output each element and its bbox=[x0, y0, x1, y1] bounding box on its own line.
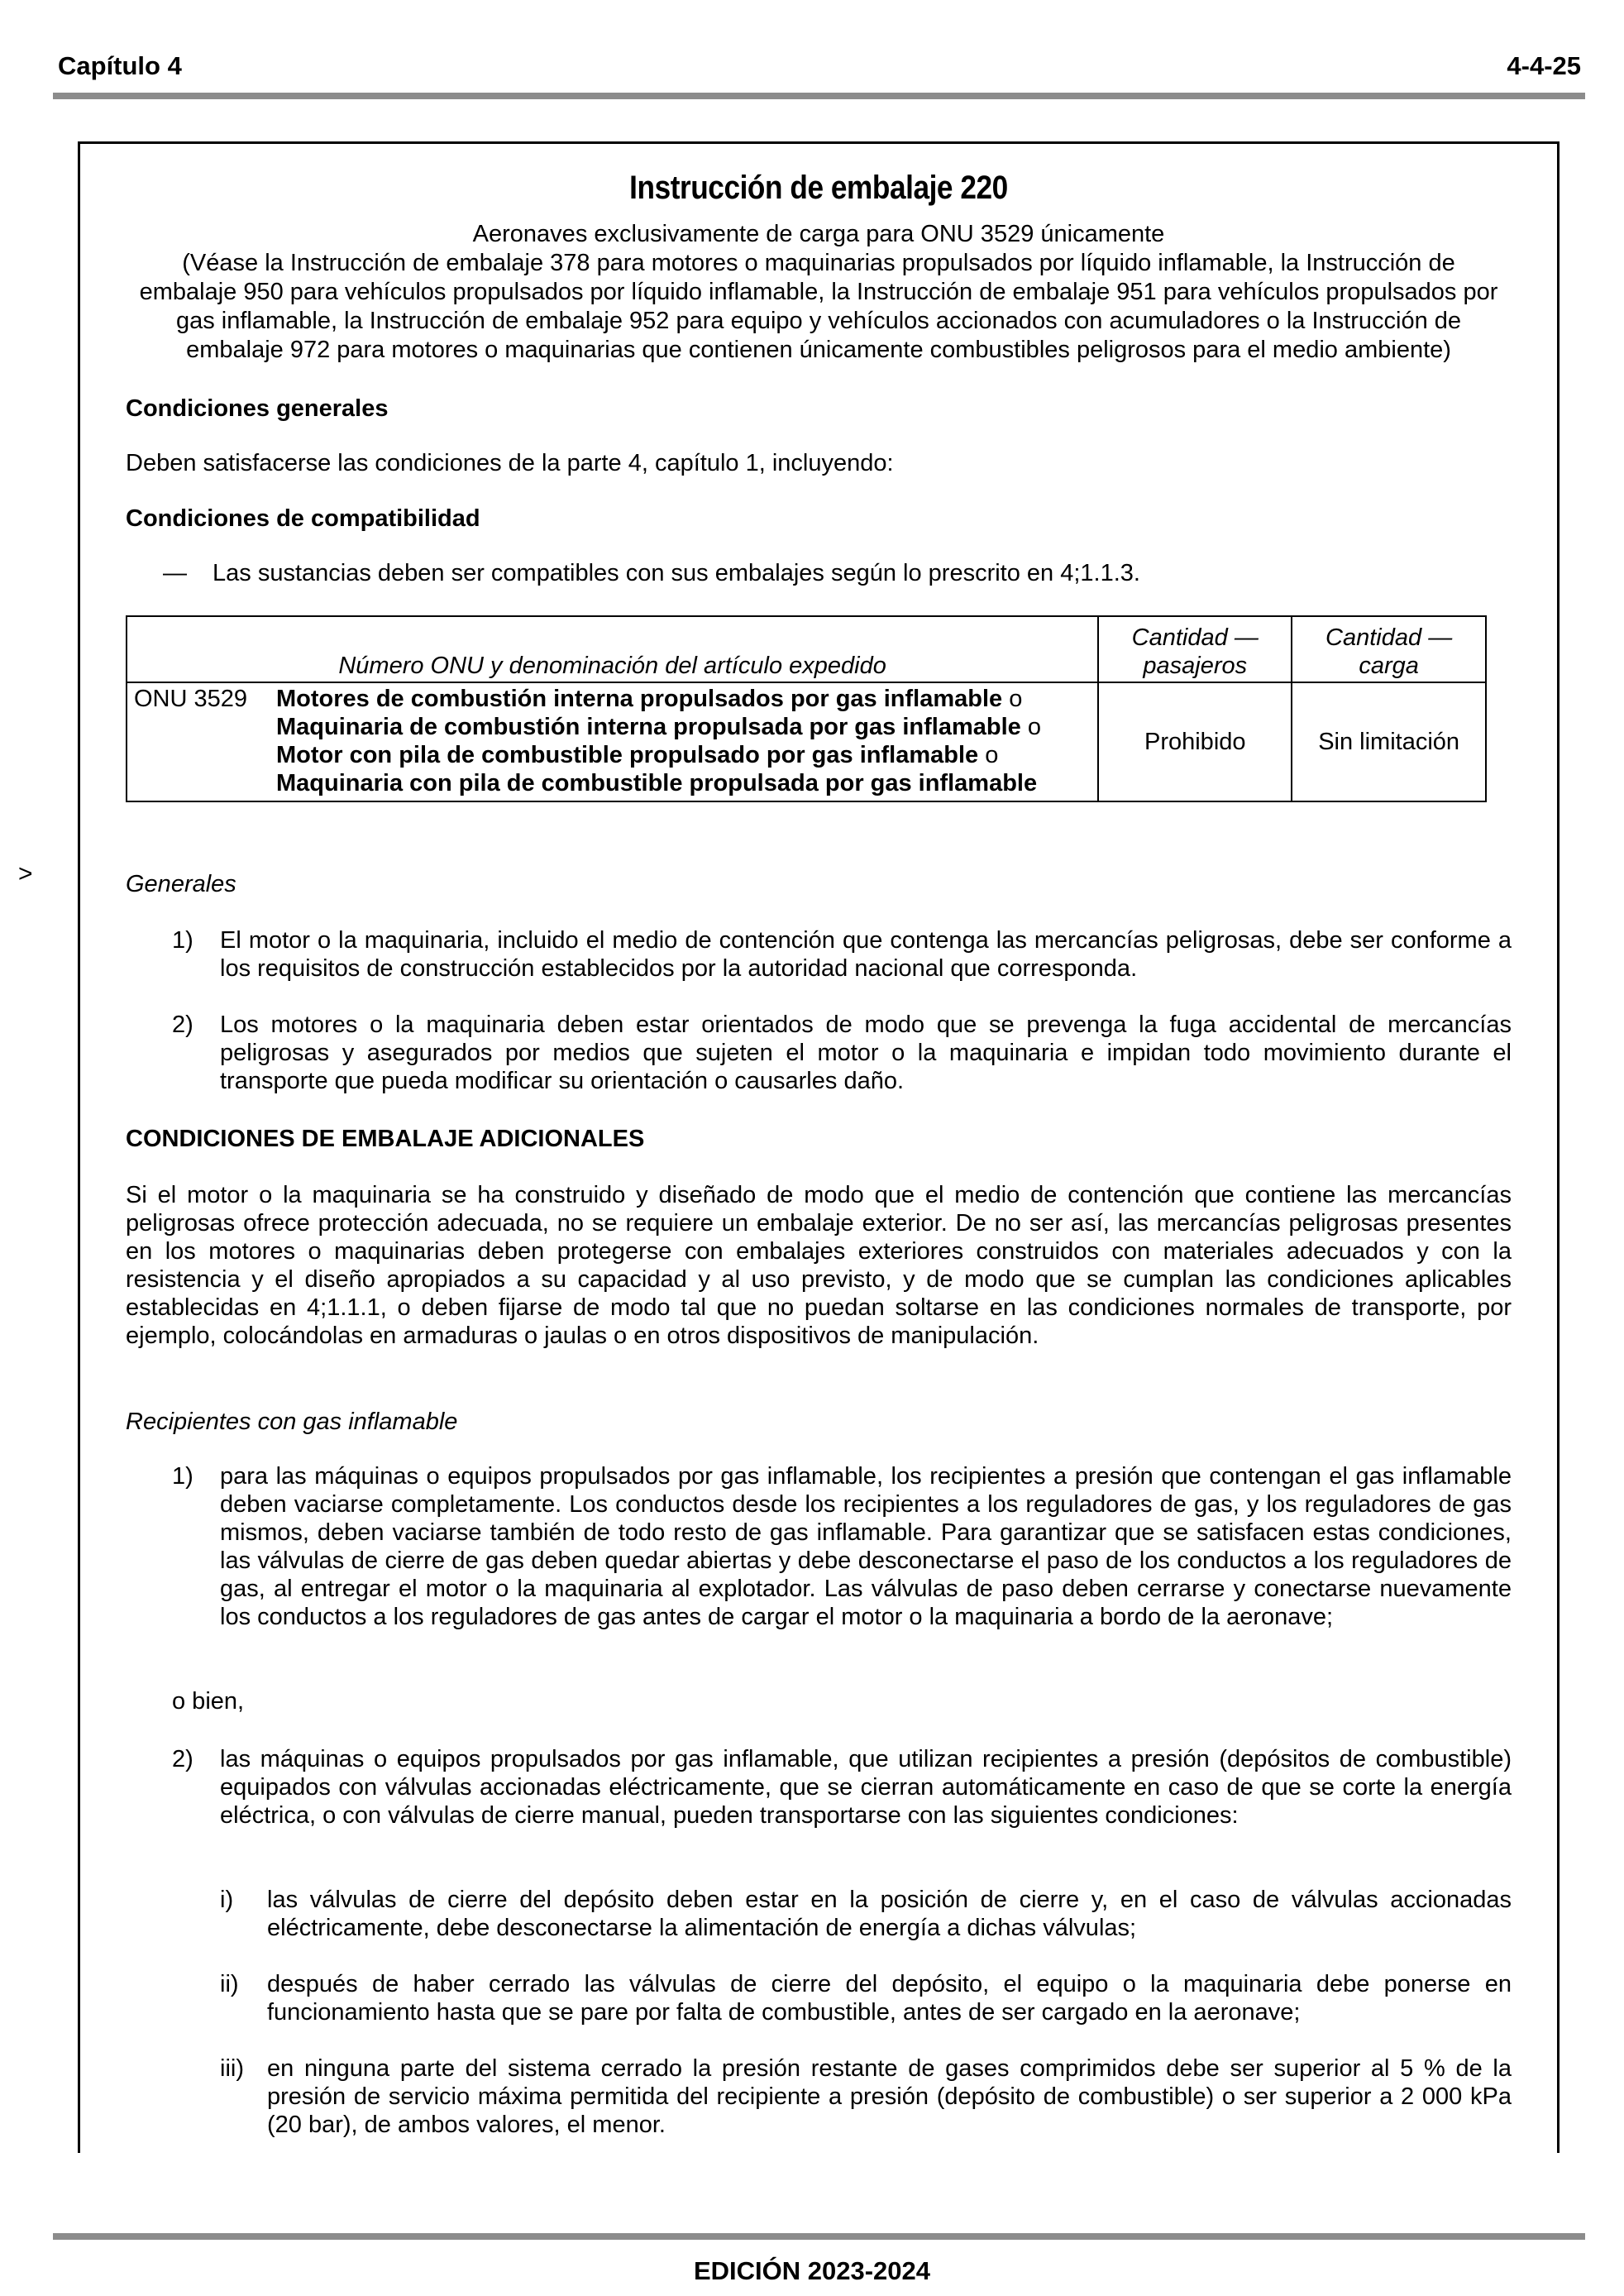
col-header-passengers-line1: Cantidad — bbox=[1131, 624, 1259, 651]
additional-text: Si el motor o la maquinaria se ha construido y diseñado de modo que el medio de contención que contiene las mercancías peligrosas ofrece protección adecuada, no se requiere un embalaje exterior. De no ser así, las mercancías peligrosas presentes en los motores o maquinarias deben protegerse con embalajes exteriores construidos con materiales adecuados y con la resistencia y el diseño apropiados a su capacidad y al uso previsto, y de modo que se cumplan las condiciones aplicables establecidas en 4;1.1.1, o deben fijarse de modo tal que no puedan soltarse en las condiciones normales de transporte, por ejemplo, colocándolas en armaduras o jaulas o en otros dispositivos de manipulación. bbox=[126, 1182, 1512, 1349]
change-bar-mark: > bbox=[18, 860, 33, 887]
un-table bbox=[126, 615, 1487, 802]
col-header-cargo-line1: Cantidad — bbox=[1325, 624, 1453, 651]
item-number: 2) bbox=[172, 1012, 193, 1038]
chapter-label: Capítulo 4 bbox=[58, 51, 182, 80]
subitem-text: en ninguna parte del sistema cerrado la presión restante de gases comprimidos debe ser superior al 5 % de la presión de servicio máxima permitida del recipiente a presión (depósito de combustible) o ser superior a 2 000 kPa (20 bar), de ambos valores, el menor. bbox=[267, 2055, 1512, 2138]
subitem-number: iii) bbox=[220, 2055, 244, 2082]
subtitle-line: Aeronaves exclusivamente de carga para ONU 3529 únicamente bbox=[472, 221, 1165, 247]
table-header-row bbox=[127, 616, 1486, 682]
col-header-passengers-line2: pasajeros bbox=[1143, 653, 1248, 679]
col-header-passengers bbox=[1098, 616, 1292, 682]
subitem-number: i) bbox=[220, 1887, 234, 1913]
subitem-text: las válvulas de cierre del depósito deben estar en la posición de cierre y, en el caso de válvulas accionadas eléctricamente, debe desconectarse la alimentación de energía a dichas válvulas; bbox=[267, 1887, 1512, 1941]
shipping-name-1: Motores de combustión interna propulsados por gas inflamable bbox=[276, 686, 1003, 712]
shipping-name-4: Maquinaria con pila de combustible propulsada por gas inflamable bbox=[276, 770, 1038, 796]
item-text: Los motores o la maquinaria deben estar orientados de modo que se prevenga la fuga accidental de mercancías peligrosas y asegurados por medios que sujeten el motor o la maquinaria e impidan todo movimiento durante el transporte que pueda modificar su orientación o causarles daño. bbox=[220, 1012, 1512, 1094]
general-conditions-text: Deben satisfacerse las condiciones de la parte 4, capítulo 1, incluyendo: bbox=[126, 450, 894, 476]
item-number: 1) bbox=[172, 927, 193, 954]
cargo-limit: Sin limitación bbox=[1292, 682, 1486, 801]
table-row bbox=[127, 682, 1486, 801]
page-number: 4-4-25 bbox=[1507, 51, 1581, 80]
item-number: 1) bbox=[172, 1463, 193, 1490]
shipping-name-2: Maquinaria de combustión interna propulsada por gas inflamable bbox=[276, 714, 1021, 740]
item-text: El motor o la maquinaria, incluido el medio de contención que contenga las mercancías peligrosas, debe ser conforme a los requisitos de construcción establecidos por la autoridad nacional que corresponda. bbox=[220, 927, 1512, 982]
shipping-name-3: Motor con pila de combustible propulsado por gas inflamable bbox=[276, 742, 979, 768]
general-conditions-heading: Condiciones generales bbox=[126, 395, 389, 422]
col-header-cargo-line2: carga bbox=[1359, 653, 1419, 679]
passenger-limit: Prohibido bbox=[1098, 682, 1292, 801]
item-text: las máquinas o equipos propulsados por gas inflamable, que utilizan recipientes a presión (depósitos de combustible) equipados con válvulas accionadas eléctricamente, que se cierran automáticamente en caso de que se corte la energía eléctrica, o con válvulas de cierre manual, pueden transportarse con las siguientes condiciones: bbox=[220, 1746, 1512, 1829]
compatibility-heading: Condiciones de compatibilidad bbox=[126, 505, 480, 532]
shipping-name bbox=[276, 685, 1072, 797]
subitem-text: después de haber cerrado las válvulas de cierre del depósito, el equipo o la maquinaria debe ponerse en funcionamiento hasta que se pare por falta de combustible, antes de ser cargado en la aeronave; bbox=[267, 1971, 1512, 2026]
subtitle-note: (Véase la Instrucción de embalaje 378 para motores o maquinarias propulsados por líquido inflamable, la Instrucción de embalaje 950 para vehículos propulsados por líquido inflamable, la Instrucción de embalaje 951 para vehículos propulsados por gas inflamable, la Instrucción de embalaje 952 para equipo y vehículos accionados con acumuladores o la Instrucción de embalaje 972 para motores o maquinarias que contienen únicamente combustibles peligrosos para el medio ambiente) bbox=[139, 250, 1498, 363]
subitem-ii bbox=[220, 1970, 1512, 2028]
item-number: 2) bbox=[172, 1746, 193, 1772]
generales-item-1 bbox=[172, 926, 1512, 984]
subtitle bbox=[132, 220, 1505, 365]
compatibility-item-text: Las sustancias deben ser compatibles con sus embalajes según lo prescrito en 4;1.1.3. bbox=[213, 560, 1140, 586]
dash-marker: — bbox=[163, 560, 187, 586]
recipients-heading: Recipientes con gas inflamable bbox=[126, 1409, 458, 1435]
subitem-number: ii) bbox=[220, 1971, 239, 1997]
recipients-item-1 bbox=[172, 1462, 1512, 1661]
or-connector: o bbox=[1020, 714, 1041, 740]
subitem-i bbox=[220, 1886, 1512, 1944]
item-text: para las máquinas o equipos propulsados por gas inflamable, los recipientes a presión que contengan el gas inflamable deben vaciarse completamente. Los conductos desde los recipientes a los reguladores de gas, y los reguladores de gas mismos, deben vaciarse también de todo resto de gas inflamable. Para garantizar que se satisfacen estas condiciones, las válvulas de cierre de gas deben quedar abiertas y debe desconectarse el paso de los conductos a los reguladores de gas, al entregar el motor o la maquinaria al explotador. Las válvulas de paso deben cerrarse y conectarse nuevamente los conductos a los reguladores de gas antes de cargar el motor o la maquinaria a bordo de la aeronave; bbox=[220, 1463, 1512, 1630]
col-header-cargo bbox=[1292, 616, 1486, 682]
or-text: o bien, bbox=[172, 1688, 245, 1715]
recipients-item-2 bbox=[172, 1745, 1512, 1861]
subitem-iii bbox=[220, 2054, 1512, 2141]
or-connector: o bbox=[1002, 686, 1023, 712]
col-header-un-name-text: Número ONU y denominación del artículo expedido bbox=[338, 653, 886, 679]
header-rule bbox=[53, 93, 1585, 99]
un-number: ONU 3529 bbox=[134, 686, 248, 712]
page-title: Instrucción de embalaje 220 bbox=[629, 170, 1008, 206]
un-entry-cell bbox=[127, 682, 1098, 801]
generales-item-2 bbox=[172, 1011, 1512, 1097]
additional-heading: CONDICIONES DE EMBALAJE ADICIONALES bbox=[126, 1126, 645, 1152]
generales-heading: Generales bbox=[126, 871, 236, 897]
col-header-un-name bbox=[127, 616, 1098, 682]
or-connector: o bbox=[978, 742, 999, 768]
edition-footer: EDICIÓN 2023-2024 bbox=[693, 2256, 931, 2285]
footer-rule bbox=[53, 2233, 1585, 2240]
